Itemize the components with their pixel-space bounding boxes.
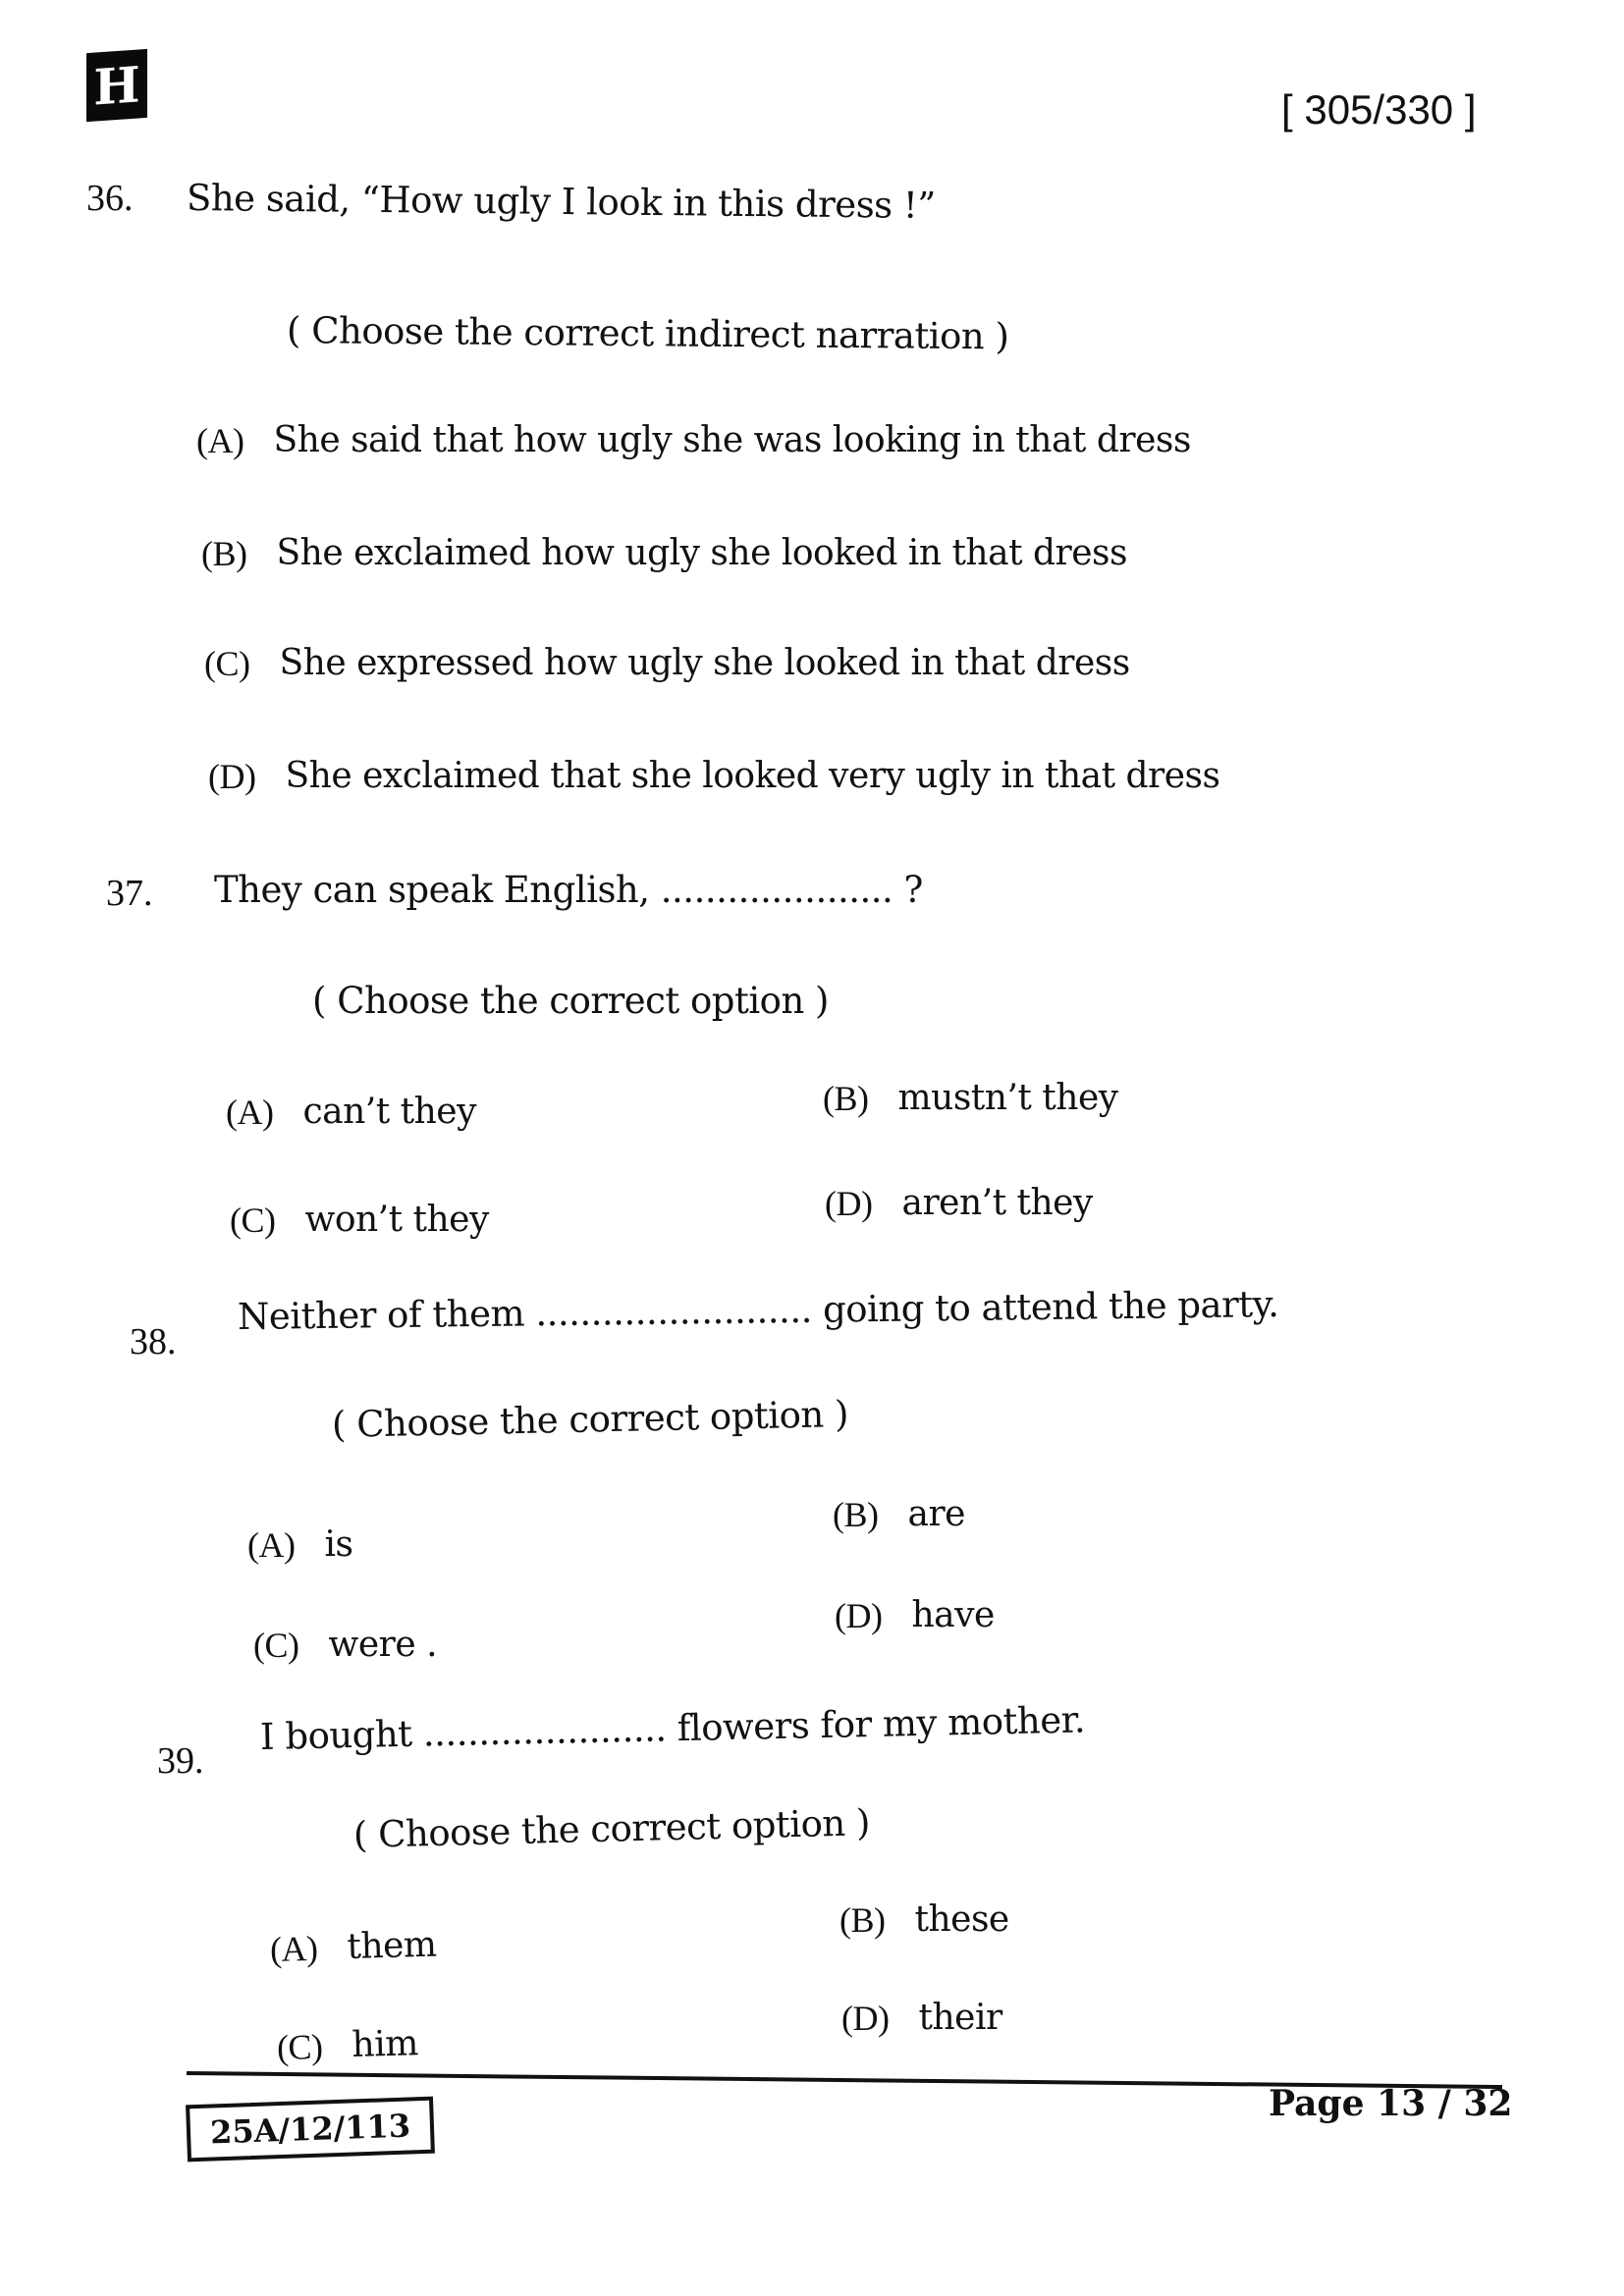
option-b[interactable] <box>839 1899 1009 1941</box>
option-label: (C) <box>276 2026 324 2067</box>
option-text: have <box>911 1595 995 1635</box>
option-label: (D) <box>835 1596 883 1635</box>
option-c[interactable] <box>230 1200 489 1241</box>
option-text: them <box>346 1924 438 1967</box>
option-text: these <box>914 1899 1009 1940</box>
option-text: are <box>907 1494 965 1534</box>
booklet-code: 25A/12/113 <box>186 2097 435 2163</box>
option-b[interactable] <box>833 1494 965 1535</box>
option-text: their <box>918 1998 1002 2038</box>
option-text: won’t they <box>304 1200 489 1240</box>
option-label: (A) <box>269 1928 318 1969</box>
option-text: aren’t they <box>901 1183 1093 1223</box>
question-number: 39. <box>157 1740 204 1782</box>
option-b[interactable] <box>201 533 1127 574</box>
question-text: I bought ...................... flowers for my mother. <box>259 1698 1086 1758</box>
option-c[interactable] <box>204 643 1130 684</box>
option-text: mustn’t they <box>897 1078 1118 1118</box>
option-c[interactable] <box>253 1625 437 1666</box>
option-d[interactable] <box>841 1998 1002 2039</box>
option-a[interactable] <box>269 1925 437 1970</box>
question-text: They can speak English, ..................... ? <box>214 869 923 911</box>
option-label: (B) <box>839 1900 886 1940</box>
option-label: (B) <box>201 534 247 573</box>
option-a[interactable] <box>196 420 1191 461</box>
option-text: She exclaimed how ugly she looked in that dress <box>276 533 1127 573</box>
question-instruction: ( Choose the correct option ) <box>312 980 829 1022</box>
option-d[interactable] <box>835 1595 995 1636</box>
option-text: him <box>351 2023 419 2065</box>
question-instruction: ( Choose the correct option ) <box>352 1801 871 1856</box>
option-text: can’t they <box>302 1092 476 1132</box>
option-text: She exclaimed that she looked very ugly in that dress <box>285 756 1220 796</box>
question-number: 38. <box>130 1321 177 1362</box>
set-badge: H <box>86 49 147 122</box>
option-label: (B) <box>823 1079 869 1118</box>
option-label: (D) <box>841 1999 890 2038</box>
option-a[interactable] <box>247 1524 352 1566</box>
option-label: (C) <box>253 1626 299 1665</box>
option-label: (D) <box>208 757 256 796</box>
page-number: Page 13 / 32 <box>1269 2083 1513 2124</box>
option-label: (C) <box>230 1201 276 1240</box>
option-b[interactable] <box>823 1078 1118 1119</box>
question-number: 36. <box>86 178 134 219</box>
option-label: (D) <box>825 1184 873 1223</box>
option-text: She expressed how ugly she looked in that dress <box>279 643 1130 683</box>
option-label: (A) <box>247 1525 296 1565</box>
option-d[interactable] <box>208 756 1220 797</box>
option-label: (C) <box>204 644 250 683</box>
option-a[interactable] <box>226 1092 476 1133</box>
question-text: She said, “How ugly I look in this dress !” <box>186 177 936 227</box>
option-text: were . <box>328 1625 438 1665</box>
option-c[interactable] <box>276 2023 418 2068</box>
question-instruction: ( Choose the correct indirect narration ) <box>286 309 1009 358</box>
question-text: Neither of them ......................... going to attend the party. <box>237 1283 1279 1338</box>
option-label: (A) <box>226 1093 274 1132</box>
option-text: is <box>324 1524 353 1565</box>
option-label: (A) <box>196 421 244 460</box>
option-text: She said that how ugly she was looking in that dress <box>273 420 1191 460</box>
paper-code: [ 305/330 ] <box>1281 86 1477 133</box>
option-d[interactable] <box>825 1183 1093 1224</box>
question-number: 37. <box>106 873 153 914</box>
option-label: (B) <box>833 1495 879 1534</box>
question-instruction: ( Choose the correct option ) <box>331 1392 849 1446</box>
